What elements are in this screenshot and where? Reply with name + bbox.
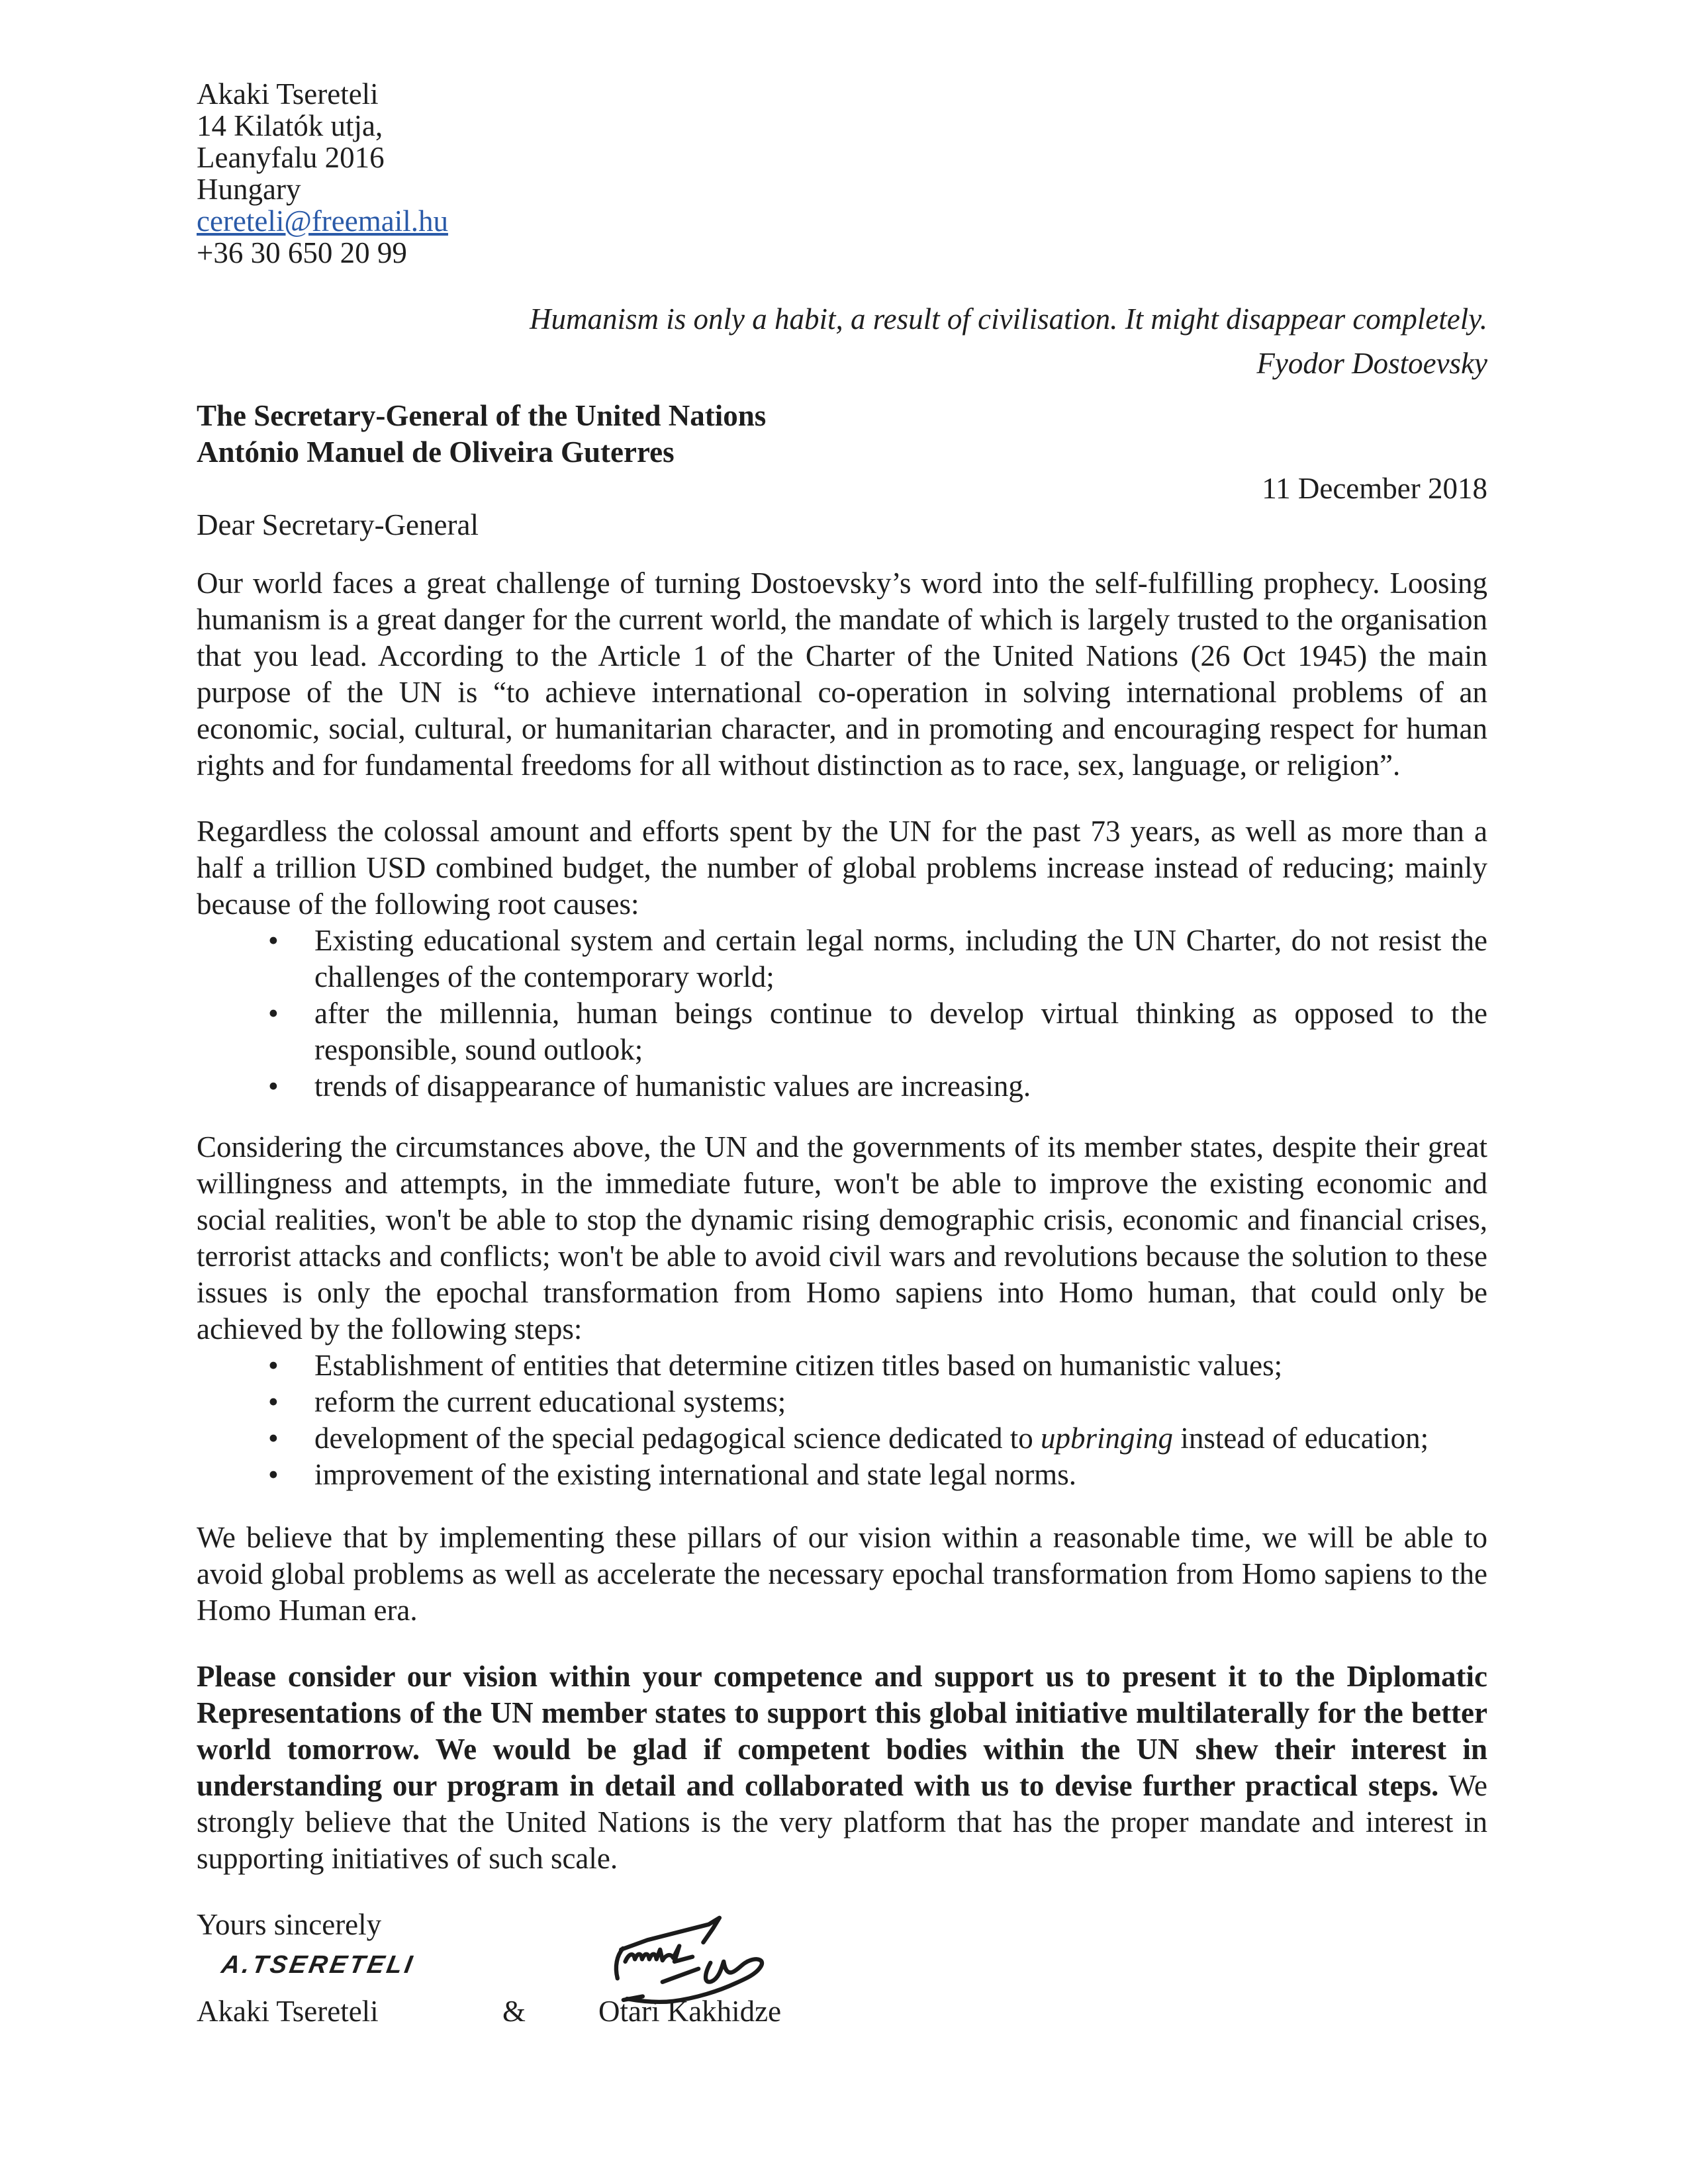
list-item xyxy=(197,995,1487,1068)
list-item xyxy=(197,1457,1487,1493)
sender-name: Akaki Tsereteli xyxy=(197,77,379,111)
list-item xyxy=(197,1420,1487,1457)
paragraph-regular-run: We strongly believe that the United Nations is the very platform that has the proper mandate and interest in supporting initiatives of such scale. xyxy=(197,1769,1488,1875)
list-item-text: Establishment of entities that determine citizen titles based on humanistic values; xyxy=(314,1349,1283,1382)
list-item xyxy=(197,1384,1487,1420)
paragraph-we-believe: We believe that by implementing these pillars of our vision within a reasonable time, we will be able to avoid global problems as well as accelerate the necessary epochal transformation from Homo sapiens to the Homo Human era. xyxy=(197,1521,1487,1627)
paragraph-bold-run: Please consider our vision within your competence and support us to present it to the Diplomatic Representations of the UN member states to support this global initiative multilaterally for the better world tomorrow. We would be glad if competent bodies within the UN shew their interest in understanding our program in detail and collaborated with us to devise further practical steps. xyxy=(197,1660,1487,1802)
sender-city: Leanyfalu 2016 xyxy=(197,141,385,174)
bullet-marker: • xyxy=(268,1385,279,1418)
sender-address: 14 Kilatók utja, xyxy=(197,109,383,142)
list-item-text: after the millennia, human beings continue to develop virtual thinking as opposed to the responsible, sound outlook; xyxy=(314,997,1487,1066)
sender-email-line xyxy=(197,205,1487,237)
signatory-name-1: Akaki Tsereteli xyxy=(197,1995,379,2028)
paragraph-intro: Our world faces a great challenge of turning Dostoevsky’s word into the self-fulfilling prophecy. Loosing humanism is a great danger for the current world, the mandate of which is largely trusted to the organisation that you lead. According to the Article 1 of the Charter of the United Nations (26 Oct 1945) the main purpose of the UN is “to achieve international co-operation in solving international problems of an economic, social, cultural, or humanitarian character, and in promoting and encouraging respect for human rights and for fundamental freedoms for all without distinction as to race, sex, language, or religion”. xyxy=(197,567,1487,782)
list-item-text-suffix: instead of education; xyxy=(1173,1422,1429,1455)
sender-phone: +36 30 650 20 99 xyxy=(197,236,407,269)
paragraph-considering: Considering the circumstances above, the UN and the governments of its member states, despite their great willingness and attempts, in the immediate future, won't be able to improve the existing economic and social realities, won't be able to stop the dynamic rising demographic crisis, economic and financial crises, terrorist attacks and conflicts; won't be able to avoid civil wars and revolutions because the solution to these issues is only the epochal transformation from Homo sapiens into Homo human, that could only be achieved by the following steps: xyxy=(197,1130,1487,1345)
signature-area xyxy=(197,1943,1487,2155)
epigraph-quote: Humanism is only a habit, a result of civilisation. It might disappear completely. xyxy=(530,302,1487,336)
paragraph-please-consider xyxy=(197,1659,1487,1877)
bullet-marker: • xyxy=(268,1349,279,1382)
list-item-text: reform the current educational systems; xyxy=(314,1385,786,1418)
bullet-marker: • xyxy=(268,997,279,1030)
tsereteli-signature: A.TSERETELI xyxy=(219,1951,417,1979)
salutation: Dear Secretary-General xyxy=(197,508,479,541)
recipient-block xyxy=(197,398,1487,471)
sender-email-link[interactable]: cereteli@freemail.hu xyxy=(197,205,448,238)
kakhidze-signature-scribble-icon xyxy=(594,1910,792,2006)
recipient-name: António Manuel de Oliveira Guterres xyxy=(197,435,675,469)
recipient-title: The Secretary-General of the United Nations xyxy=(197,399,767,432)
signatory-name-2: Otari Kakhidze xyxy=(598,1995,782,2028)
bullet-marker: • xyxy=(268,924,279,957)
list-item-text: Existing educational system and certain legal norms, including the UN Charter, do not resist the challenges of the contemporary world; xyxy=(314,924,1487,993)
bullet-marker: • xyxy=(268,1458,279,1491)
ampersand: & xyxy=(502,1995,526,2028)
steps-list xyxy=(197,1347,1487,1493)
root-causes-list xyxy=(197,923,1487,1105)
list-item xyxy=(197,923,1487,995)
list-item-text-italic: upbringing xyxy=(1041,1422,1174,1455)
list-item-text-prefix: development of the special pedagogical science dedicated to xyxy=(314,1422,1041,1455)
bullet-marker: • xyxy=(268,1069,279,1103)
epigraph-attribution: Fyodor Dostoevsky xyxy=(1256,347,1487,380)
letter-date: 11 December 2018 xyxy=(1262,472,1487,505)
list-item-text: trends of disappearance of humanistic values are increasing. xyxy=(314,1069,1031,1103)
sender-country: Hungary xyxy=(197,173,301,206)
list-item-text xyxy=(314,1422,1429,1455)
list-item xyxy=(197,1347,1487,1384)
list-item xyxy=(197,1068,1487,1105)
bullet-marker: • xyxy=(268,1422,279,1455)
closing-line: Yours sincerely xyxy=(197,1908,382,1941)
list-item-text: improvement of the existing international and state legal norms. xyxy=(314,1458,1076,1491)
sender-block xyxy=(197,78,1487,269)
paragraph-root-causes: Regardless the colossal amount and efforts spent by the UN for the past 73 years, as well as more than a half a trillion USD combined budget, the number of global problems increase instead of reducing; mainly because of the following root causes: xyxy=(197,815,1487,921)
